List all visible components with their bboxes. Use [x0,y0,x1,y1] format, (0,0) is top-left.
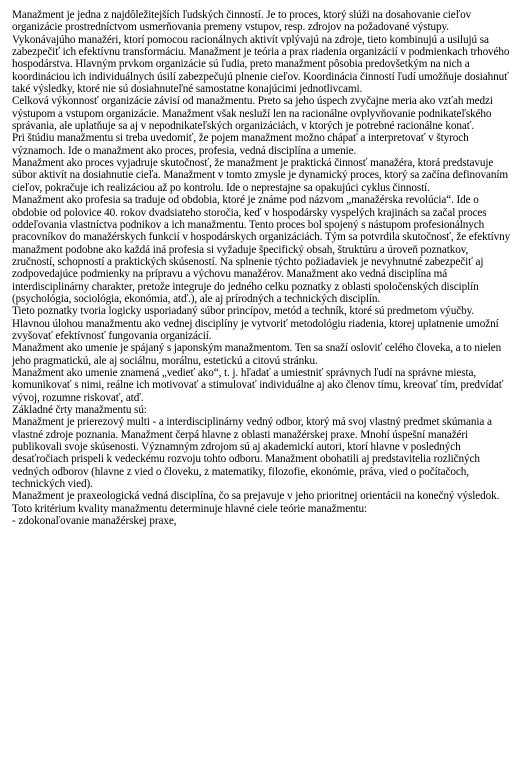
list-item: - zdokonaľovanie manažérskej praxe, [12,515,177,528]
paragraph: Manažment ako umenie je spájaný s japonským manažmentom. Ten sa snaží osloviť celého človeka, a to nielen jeho pragmatickú, ale aj sociálnu, morálnu, estetickú a citovú stránku. [12,342,502,367]
paragraph: Manažment je praxeologická vedná disciplína, čo sa prejavuje v jeho prioritnej orientácii na konečný výsledok. Toto kritérium kvality manažmentu determinuje hlavné ciele teórie manažmentu: [12,490,500,515]
document-body [12,9,512,527]
paragraph: Manažment ako profesia sa traduje od obdobia, ktoré je známe pod názvom „manažérska revolúcia“. Ide o obdobie od polovice 40. rokov dvadsiateho storočia, keď v hospodársky vyspelých krajinách sa začal proces oddeľovania vlastníctva podnikov a ich manažmentu. Tento proces bol spojený s nástupom profesionálnych pracovníkov do manažérskych funkcií v hospodárskych organizáciách. Tým sa potvrdila skutočnosť, že efektívny manažment podobne ako každá iná profesia si vyžaduje špecifický obsah, štruktúru a úroveň poznatkov, zručností, schopností a praktických skúseností. Na splnenie týchto požiadaviek je nevyhnutné zabezpečiť aj zodpovedajúce podmienky na prípravu a výchovu manažérov. Manažment ako vedná disciplína má interdisciplinárny charakter, pretože integruje do jedného celku poznatky z oblasti spoločenských disciplín (psychológia, sociológia, ekonómia, atď.), ale aj prírodných a technických disciplín. [12,194,511,305]
section-heading: Základné črty manažmentu sú: [12,404,147,416]
paragraph: Tieto poznatky tvoria logicky usporiadaný súbor princípov, metód a techník, ktoré sú predmetom výučby. Hlavnou úlohou manažmentu ako vednej disciplíny je vytvoriť metodológiu riadenia, ktorej uplatnenie umožní zvyšovať efektívnosť fungovania organizácií. [12,305,499,342]
paragraph: Celková výkonnosť organizácie závisí od manažmentu. Preto sa jeho úspech zvyčajne meria ako vzťah medzi výstupom a vstupom organizácie. Manažment však nesluží len na racionálne ovplyvňovanie podnikateľského správania, ale uplatňuje sa aj v nepodnikateľských organizáciách, v ktorých je potrebné racionálne konať. [12,95,493,133]
paragraph: Manažment ako proces vyjadruje skutočnosť, že manažment je praktická činnosť manažéra, ktorá predstavuje súbor aktivít na dosiahnutie cieľa. Manažment v tomto zmysle je dynamický proces, ktorý sa začína definovaním cieľov, pokračuje ich realizáciou až po kontrolu. Ide o neprestajne sa opakujúci cyklus činností. [12,157,509,194]
paragraph: Manažment je prierezový multi - a interdisciplinárny vedný odbor, ktorý má svoj vlastný predmet skúmania a vlastné zdroje poznania. Manažment čerpá hlavne z oblasti manažérskej praxe. Mnohí úspešní manažéri publikovali svoje skúsenosti. Významným zdrojom sú aj akademickí autori, ktorí hlavne v posledných desaťročiach prispeli k vedeckému rozvoju tohto odboru. Manažment obohatili aj predstavitelia rozličných vedných odborov (hlavne z vied o človeku, z matematiky, filozofie, ekonómie, práva, vied o počítačoch, technických vied). [12,416,492,491]
paragraph: Manažment je jedna z najdôležitejších ľudských činností. Je to proces, ktorý slúži na dosahovanie cieľov organizácie prostredníctvom usmerňovania premeny vstupov, resp. zdrojov na požadované výstupy. Vykonávajúho manažéri, ktorí pomocou racionálnych aktivít vplývajú na zdroje, tieto kombinujú a usilujú sa zabezpečiť ich efektívnu transformáciu. Manažment je teória a prax riadenia organizácií v podmienkach trhového hospodárstva. Hlavným prvkom organizácie sú ľudia, preto manažment pôsobia predovšetkým na nich a koordináciou ich individuálnych úsilí zabezpečujú plnenie cieľov. Koordinácia činností ľudí umožňuje dosiahnuť také výsledky, ktoré nie sú dosiahnuteľné samostatne konajúcimi jednotlivcami. [12,9,510,96]
paragraph: Manažment ako umenie znamená „vedieť ako“, t. j. hľadať a umiestniť správnych ľudí na správne miesta, komunikovať s nimi, reálne ich motivovať a stimulovať individuálne aj ako členov tímu, kreovať tím, predvídať vývoj, rozumne riskovať, atď. [12,366,504,404]
paragraph: Pri štúdiu manažmentu si treba uvedomiť, že pojem manažment možno chápať a interpretovať v štyroch významoch. Ide o manažment ako proces, profesia, vedná disciplína a umenie. [12,132,469,157]
